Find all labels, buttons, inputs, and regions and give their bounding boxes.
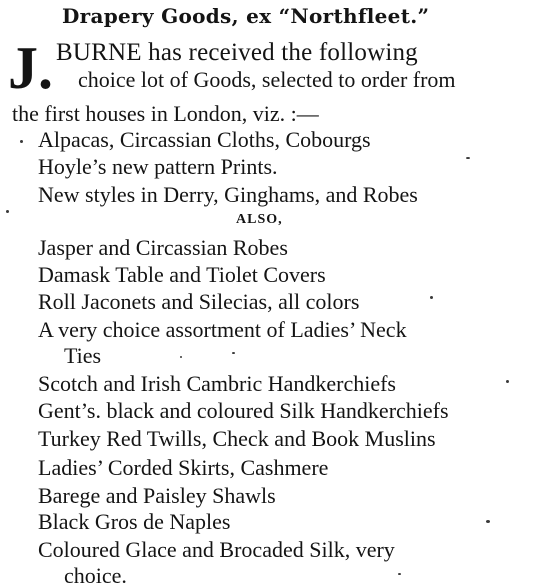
- list-item-neck-ties-cont: Ties: [64, 343, 102, 368]
- list-item-glace-silk-cont: choice.: [64, 563, 127, 588]
- list-item-prints: Hoyle’s new pattern Prints.: [38, 154, 278, 179]
- list-item-jaconets: Roll Jaconets and Silecias, all colors: [38, 289, 360, 314]
- list-item-gros-de-naples: Black Gros de Naples: [38, 509, 231, 534]
- list-item-derry: New styles in Derry, Ginghams, and Robes: [38, 182, 418, 207]
- ink-speck: [6, 210, 9, 213]
- intro-line-2: choice lot of Goods, selected to order from: [78, 67, 456, 92]
- list-item-glace-silk: Coloured Glace and Brocaded Silk, very: [38, 537, 395, 562]
- ink-speck: [180, 356, 182, 358]
- ink-speck: [466, 157, 470, 159]
- drop-cap-initial: J.: [8, 35, 53, 101]
- list-item-neck-ties: A very choice assortment of Ladies’ Neck: [38, 317, 407, 342]
- list-item-jasper: Jasper and Circassian Robes: [38, 235, 288, 260]
- ink-speck: [486, 520, 490, 523]
- list-item-shawls: Barege and Paisley Shawls: [38, 483, 276, 508]
- ink-speck: [430, 296, 433, 299]
- list-item-alpacas: Alpacas, Circassian Cloths, Cobourgs: [38, 127, 371, 152]
- list-item-ladies-skirts: Ladies’ Corded Skirts, Cashmere: [38, 455, 329, 480]
- list-item-turkey-red: Turkey Red Twills, Check and Book Muslins: [38, 426, 436, 451]
- intro-line-1: BURNE has received the following: [56, 39, 418, 66]
- ink-speck: [20, 140, 23, 143]
- ink-speck: [506, 380, 509, 383]
- also-label: ALSO,: [236, 212, 283, 227]
- ink-speck: [232, 352, 235, 354]
- ink-speck: [398, 573, 401, 575]
- list-item-gents-silk: Gent’s. black and coloured Silk Handkerchiefs: [38, 398, 449, 423]
- intro-line-3: the first houses in London, viz. :—: [12, 101, 319, 126]
- list-item-damask: Damask Table and Tiolet Covers: [38, 262, 326, 287]
- advertisement-headline: Drapery Goods, ex “Northfleet.”: [62, 4, 430, 28]
- list-item-cambric: Scotch and Irish Cambric Handkerchiefs: [38, 371, 396, 396]
